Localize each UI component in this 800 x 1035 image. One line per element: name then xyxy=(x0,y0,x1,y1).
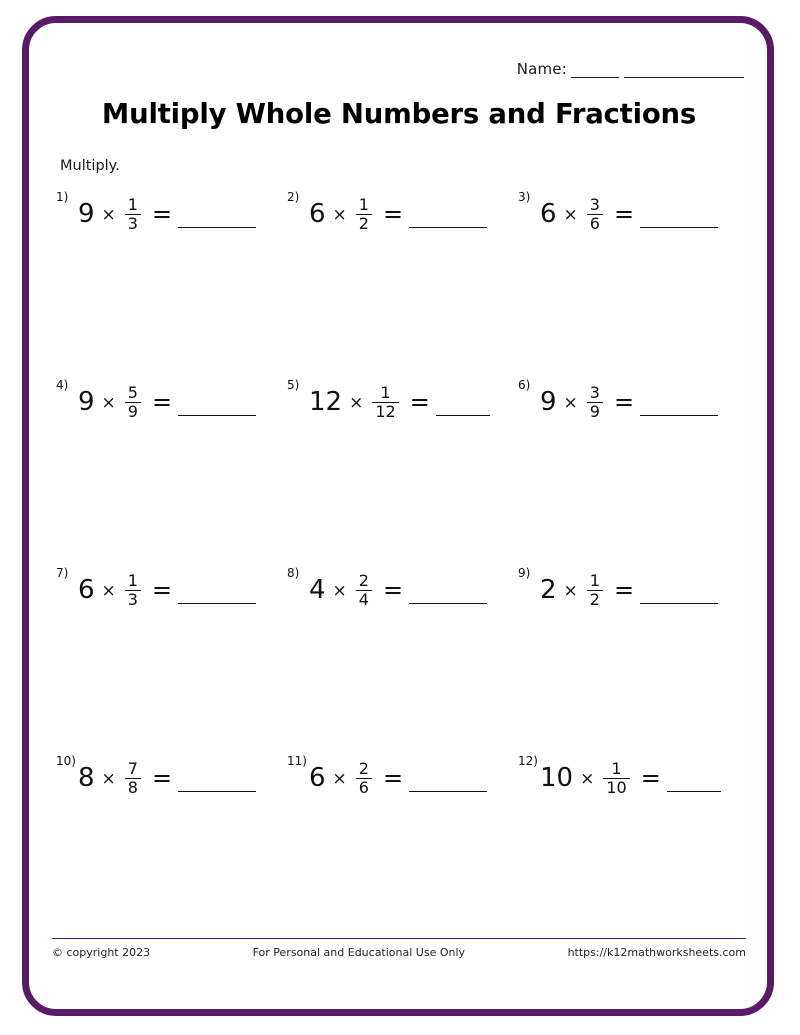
fraction xyxy=(125,572,141,609)
fraction xyxy=(603,760,629,797)
copyright-text: © copyright 2023 xyxy=(52,946,151,959)
answer-blank[interactable] xyxy=(436,389,490,416)
problem-expression xyxy=(78,196,256,233)
problem-expression xyxy=(309,760,487,797)
problem-cell-2 xyxy=(283,186,514,374)
problem-cell-11 xyxy=(283,750,514,938)
problem-row xyxy=(52,750,746,938)
problem-number: 1) xyxy=(56,190,69,204)
fraction-denominator: 10 xyxy=(603,778,629,797)
problem-number: 9) xyxy=(518,566,531,580)
fraction-denominator: 3 xyxy=(125,590,141,609)
problem-cell-6 xyxy=(514,374,745,562)
problem-number: 3) xyxy=(518,190,531,204)
problem-expression xyxy=(309,196,487,233)
equals-sign: = xyxy=(151,388,173,417)
problem-row xyxy=(52,374,746,562)
fraction-denominator: 12 xyxy=(372,402,398,421)
fraction-denominator: 4 xyxy=(356,590,372,609)
name-label: Name: xyxy=(516,60,567,78)
answer-blank[interactable] xyxy=(178,389,256,416)
problem-number: 4) xyxy=(56,378,69,392)
fraction xyxy=(587,384,603,421)
multiply-icon: × xyxy=(563,581,578,602)
problem-grid xyxy=(52,186,746,938)
fraction xyxy=(125,196,141,233)
fraction-numerator: 3 xyxy=(589,383,600,402)
whole-number: 2 xyxy=(540,575,557,606)
fraction-numerator: 1 xyxy=(380,383,391,402)
fraction-numerator: 1 xyxy=(611,759,622,778)
problem-cell-8 xyxy=(283,562,514,750)
fraction-denominator: 2 xyxy=(356,214,372,233)
multiply-icon: × xyxy=(563,393,578,414)
fraction-denominator: 2 xyxy=(587,590,603,609)
fraction-denominator: 6 xyxy=(587,214,603,233)
problem-cell-12 xyxy=(514,750,745,938)
multiply-icon: × xyxy=(101,581,116,602)
answer-blank[interactable] xyxy=(667,765,721,792)
problem-number: 11) xyxy=(287,754,307,768)
problem-cell-1 xyxy=(52,186,283,374)
problem-cell-9 xyxy=(514,562,745,750)
multiply-icon: × xyxy=(332,581,347,602)
problem-expression xyxy=(78,572,256,609)
whole-number: 9 xyxy=(540,387,557,418)
problem-number: 10) xyxy=(56,754,76,768)
whole-number: 4 xyxy=(309,575,326,606)
problem-expression xyxy=(540,384,718,421)
equals-sign: = xyxy=(613,576,635,605)
whole-number: 10 xyxy=(540,763,574,794)
equals-sign: = xyxy=(382,764,404,793)
whole-number: 6 xyxy=(540,199,557,230)
name-blank-long[interactable] xyxy=(624,63,744,78)
problem-number: 2) xyxy=(287,190,300,204)
equals-sign: = xyxy=(151,764,173,793)
equals-sign: = xyxy=(151,576,173,605)
answer-blank[interactable] xyxy=(409,577,487,604)
name-blank-short[interactable] xyxy=(571,63,619,78)
multiply-icon: × xyxy=(349,393,364,414)
fraction xyxy=(356,760,372,797)
multiply-icon: × xyxy=(332,205,347,226)
problem-row xyxy=(52,186,746,374)
problem-expression xyxy=(540,196,718,233)
fraction-denominator: 3 xyxy=(125,214,141,233)
equals-sign: = xyxy=(613,200,635,229)
answer-blank[interactable] xyxy=(640,389,718,416)
usage-text: For Personal and Educational Use Only xyxy=(252,946,466,959)
multiply-icon: × xyxy=(332,769,347,790)
answer-blank[interactable] xyxy=(178,201,256,228)
fraction-denominator: 8 xyxy=(125,778,141,797)
problem-cell-4 xyxy=(52,374,283,562)
fraction xyxy=(587,196,603,233)
name-field-row xyxy=(517,60,744,78)
fraction-numerator: 2 xyxy=(358,759,369,778)
problem-expression xyxy=(309,384,490,421)
problem-cell-10 xyxy=(52,750,283,938)
footer-divider xyxy=(52,938,746,939)
fraction-numerator: 1 xyxy=(127,195,138,214)
answer-blank[interactable] xyxy=(409,201,487,228)
problem-number: 8) xyxy=(287,566,300,580)
problem-number: 12) xyxy=(518,754,538,768)
fraction-numerator: 1 xyxy=(589,571,600,590)
fraction xyxy=(356,572,372,609)
problem-cell-5 xyxy=(283,374,514,562)
multiply-icon: × xyxy=(580,769,595,790)
fraction-numerator: 5 xyxy=(127,383,138,402)
whole-number: 8 xyxy=(78,763,95,794)
fraction xyxy=(372,384,398,421)
whole-number: 9 xyxy=(78,387,95,418)
problem-expression xyxy=(78,760,256,797)
equals-sign: = xyxy=(409,388,430,417)
page-title: Multiply Whole Numbers and Fractions xyxy=(101,98,697,130)
fraction-denominator: 9 xyxy=(125,402,141,421)
answer-blank[interactable] xyxy=(409,765,487,792)
website-url: https://k12mathworksheets.com xyxy=(567,946,746,959)
whole-number: 9 xyxy=(78,199,95,230)
problem-cell-3 xyxy=(514,186,745,374)
multiply-icon: × xyxy=(101,769,116,790)
fraction-numerator: 1 xyxy=(127,571,138,590)
equals-sign: = xyxy=(382,576,404,605)
problem-row xyxy=(52,562,746,750)
answer-blank[interactable] xyxy=(178,765,256,792)
fraction-denominator: 6 xyxy=(356,778,372,797)
problem-expression xyxy=(540,760,721,797)
problem-cell-7 xyxy=(52,562,283,750)
whole-number: 12 xyxy=(309,387,343,418)
fraction xyxy=(125,760,141,797)
fraction xyxy=(587,572,603,609)
answer-blank[interactable] xyxy=(640,577,718,604)
whole-number: 6 xyxy=(309,763,326,794)
problem-expression xyxy=(540,572,718,609)
problem-number: 7) xyxy=(56,566,69,580)
equals-sign: = xyxy=(151,200,173,229)
fraction xyxy=(125,384,141,421)
fraction xyxy=(356,196,372,233)
equals-sign: = xyxy=(613,388,635,417)
whole-number: 6 xyxy=(309,199,326,230)
multiply-icon: × xyxy=(101,393,116,414)
multiply-icon: × xyxy=(563,205,578,226)
multiply-icon: × xyxy=(101,205,116,226)
fraction-numerator: 2 xyxy=(358,571,369,590)
instruction-text: Multiply. xyxy=(60,158,120,174)
problem-number: 6) xyxy=(518,378,531,392)
worksheet-content xyxy=(52,46,746,986)
whole-number: 6 xyxy=(78,575,95,606)
fraction-numerator: 7 xyxy=(127,759,138,778)
fraction-numerator: 1 xyxy=(358,195,369,214)
problem-number: 5) xyxy=(287,378,300,392)
equals-sign: = xyxy=(640,764,661,793)
answer-blank[interactable] xyxy=(640,201,718,228)
problem-expression xyxy=(78,384,256,421)
problem-expression xyxy=(309,572,487,609)
equals-sign: = xyxy=(382,200,404,229)
answer-blank[interactable] xyxy=(178,577,256,604)
footer xyxy=(52,946,746,959)
fraction-numerator: 3 xyxy=(589,195,600,214)
fraction-denominator: 9 xyxy=(587,402,603,421)
